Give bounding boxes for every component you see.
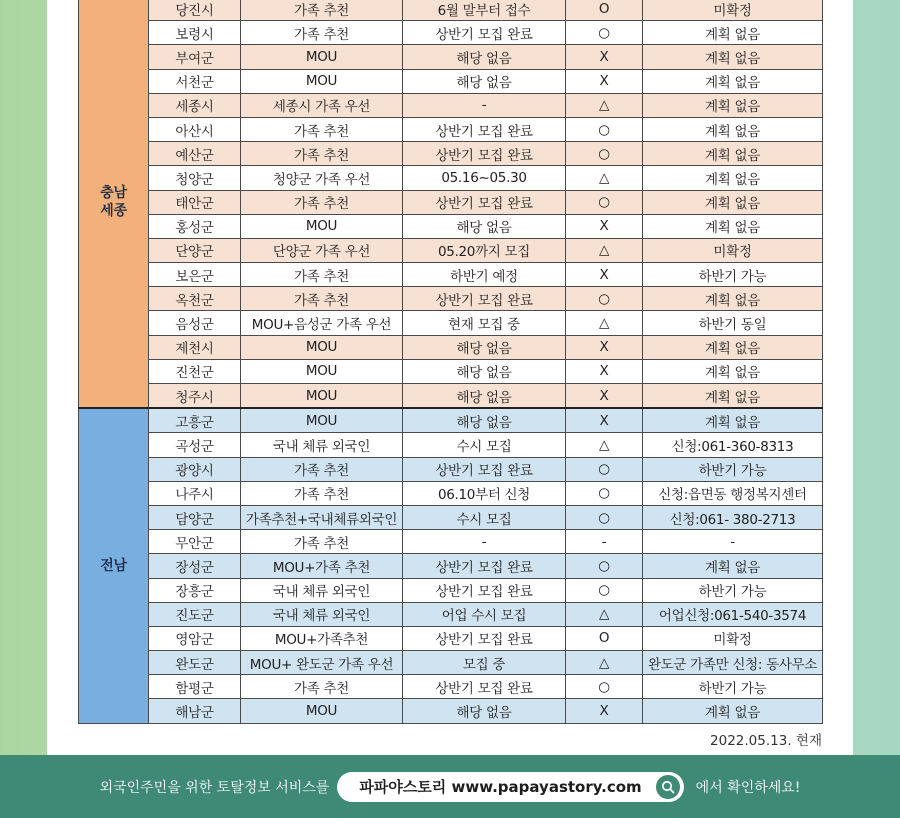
plan-cell: 신청:061- 380-2713 [643, 505, 823, 529]
city-cell: 해남군 [149, 699, 241, 723]
city-cell: 예산군 [149, 142, 241, 166]
status-cell: ○ [566, 481, 643, 505]
schedule-cell: 해당 없음 [403, 408, 566, 433]
type-cell: 가족추천+국내체류외국인 [241, 505, 403, 529]
plan-cell: 완도군 가족만 신청: 동사무소 [643, 651, 823, 675]
schedule-cell: 상반기 모집 완료 [403, 457, 566, 481]
region-cell: 충남 세종 [79, 0, 149, 408]
type-cell: MOU [241, 408, 403, 433]
city-cell: 보은군 [149, 263, 241, 287]
table-row [79, 335, 823, 359]
schedule-cell: 해당 없음 [403, 335, 566, 359]
city-cell: 음성군 [149, 311, 241, 335]
footer-suffix: 에서 확인하세요! [695, 779, 801, 796]
city-cell: 당진시 [149, 0, 241, 21]
city-cell: 담양군 [149, 505, 241, 529]
schedule-cell: 현재 모집 중 [403, 311, 566, 335]
type-cell: 가족 추천 [241, 457, 403, 481]
type-cell: 가족 추천 [241, 117, 403, 141]
schedule-cell: 해당 없음 [403, 69, 566, 93]
type-cell: 가족 추천 [241, 530, 403, 554]
schedule-cell: 상반기 모집 완료 [403, 287, 566, 311]
city-cell: 함평군 [149, 675, 241, 699]
city-cell: 광양시 [149, 457, 241, 481]
table-row [79, 190, 823, 214]
schedule-cell: 어업 수시 모집 [403, 602, 566, 626]
table-row [79, 311, 823, 335]
table-row [79, 408, 823, 433]
table-row [79, 481, 823, 505]
plan-cell: 미확정 [643, 0, 823, 21]
status-cell: △ [566, 433, 643, 457]
status-cell: ○ [566, 287, 643, 311]
status-cell: △ [566, 93, 643, 117]
schedule-cell: - [403, 530, 566, 554]
status-cell: X [566, 699, 643, 723]
table-row [79, 505, 823, 529]
status-cell: △ [566, 651, 643, 675]
schedule-cell: 해당 없음 [403, 699, 566, 723]
plan-cell: 하반기 가능 [643, 578, 823, 602]
type-cell: 국내 체류 외국인 [241, 578, 403, 602]
city-cell: 청양군 [149, 166, 241, 190]
city-cell: 영암군 [149, 626, 241, 650]
plan-cell: 계획 없음 [643, 69, 823, 93]
status-cell: △ [566, 238, 643, 262]
status-cell: X [566, 384, 643, 409]
city-cell: 장흥군 [149, 578, 241, 602]
schedule-cell: 수시 모집 [403, 433, 566, 457]
table-row [79, 117, 823, 141]
city-cell: 아산시 [149, 117, 241, 141]
city-cell: 단양군 [149, 238, 241, 262]
plan-cell: 미확정 [643, 626, 823, 650]
table-row [79, 675, 823, 699]
status-cell: ○ [566, 675, 643, 699]
city-cell: 옥천군 [149, 287, 241, 311]
status-cell: O [566, 626, 643, 650]
city-cell: 무안군 [149, 530, 241, 554]
status-cell: ○ [566, 21, 643, 45]
status-cell: O [566, 0, 643, 21]
city-cell: 고흥군 [149, 408, 241, 433]
table-row [79, 457, 823, 481]
footer-banner [0, 755, 900, 818]
status-cell: △ [566, 166, 643, 190]
status-cell: ○ [566, 505, 643, 529]
table-row [79, 384, 823, 409]
type-cell: 국내 체류 외국인 [241, 602, 403, 626]
city-cell: 곡성군 [149, 433, 241, 457]
type-cell: 세종시 가족 우선 [241, 93, 403, 117]
plan-cell: 계획 없음 [643, 335, 823, 359]
plan-cell: 신청:읍면동 행정복지센터 [643, 481, 823, 505]
type-cell: MOU [241, 45, 403, 69]
table-row [79, 69, 823, 93]
plan-cell: - [643, 530, 823, 554]
plan-cell: 계획 없음 [643, 287, 823, 311]
plan-cell: 계획 없음 [643, 699, 823, 723]
schedule-cell: 06.10부터 신청 [403, 481, 566, 505]
status-cell: △ [566, 602, 643, 626]
status-cell: - [566, 530, 643, 554]
type-cell: MOU [241, 214, 403, 238]
plan-cell: 계획 없음 [643, 93, 823, 117]
schedule-cell: 해당 없음 [403, 359, 566, 383]
schedule-cell: 05.16~05.30 [403, 166, 566, 190]
type-cell: MOU [241, 335, 403, 359]
schedule-cell: 상반기 모집 완료 [403, 117, 566, 141]
plan-cell: 계획 없음 [643, 166, 823, 190]
type-cell: MOU [241, 699, 403, 723]
table-row [79, 166, 823, 190]
type-cell: 가족 추천 [241, 0, 403, 21]
type-cell: MOU+가족추천 [241, 626, 403, 650]
table-row [79, 433, 823, 457]
schedule-cell: 하반기 예정 [403, 263, 566, 287]
city-cell: 서천군 [149, 69, 241, 93]
schedule-cell: 6월 말부터 접수 [403, 0, 566, 21]
plan-cell: 계획 없음 [643, 190, 823, 214]
schedule-cell: 상반기 모집 완료 [403, 675, 566, 699]
city-cell: 나주시 [149, 481, 241, 505]
schedule-cell: 상반기 모집 완료 [403, 142, 566, 166]
schedule-cell: 상반기 모집 완료 [403, 578, 566, 602]
status-cell: ○ [566, 117, 643, 141]
city-cell: 보령시 [149, 21, 241, 45]
plan-cell: 계획 없음 [643, 142, 823, 166]
table-row [79, 699, 823, 723]
footer-prefix: 외국인주민을 위한 토탈정보 서비스를 [99, 779, 330, 796]
city-cell: 진천군 [149, 359, 241, 383]
plan-cell: 계획 없음 [643, 408, 823, 433]
type-cell: MOU [241, 359, 403, 383]
status-cell: X [566, 69, 643, 93]
search-icon [656, 775, 680, 799]
schedule-cell: 상반기 모집 완료 [403, 554, 566, 578]
type-cell: 가족 추천 [241, 481, 403, 505]
schedule-cell: 해당 없음 [403, 214, 566, 238]
type-cell: 가족 추천 [241, 287, 403, 311]
status-cell: ○ [566, 554, 643, 578]
plan-cell: 계획 없음 [643, 214, 823, 238]
status-cell: ○ [566, 457, 643, 481]
plan-cell: 어업신청:061-540-3574 [643, 602, 823, 626]
schedule-cell: 해당 없음 [403, 384, 566, 409]
plan-cell: 계획 없음 [643, 359, 823, 383]
city-cell: 태안군 [149, 190, 241, 214]
type-cell: 단양군 가족 우선 [241, 238, 403, 262]
plan-cell: 계획 없음 [643, 21, 823, 45]
status-cell: X [566, 359, 643, 383]
table-row [79, 626, 823, 650]
schedule-cell: 상반기 모집 완료 [403, 21, 566, 45]
table-row [79, 21, 823, 45]
table-row [79, 263, 823, 287]
type-cell: 국내 체류 외국인 [241, 433, 403, 457]
status-cell: X [566, 214, 643, 238]
status-cell: X [566, 263, 643, 287]
schedule-cell: 상반기 모집 완료 [403, 190, 566, 214]
recruitment-table [78, 0, 823, 724]
table-row [79, 287, 823, 311]
table-row [79, 651, 823, 675]
type-cell: 청양군 가족 우선 [241, 166, 403, 190]
status-cell: X [566, 45, 643, 69]
status-cell: X [566, 408, 643, 433]
plan-cell: 계획 없음 [643, 554, 823, 578]
region-cell: 전남 [79, 408, 149, 723]
type-cell: 가족 추천 [241, 263, 403, 287]
table-row [79, 45, 823, 69]
plan-cell: 하반기 가능 [643, 675, 823, 699]
table-row [79, 238, 823, 262]
plan-cell: 미확정 [643, 238, 823, 262]
table-row [79, 142, 823, 166]
site-link-button[interactable] [337, 772, 683, 802]
site-link-label: 파파야스토리 www.papayastory.com [359, 778, 642, 796]
plan-cell: 하반기 가능 [643, 263, 823, 287]
plan-cell: 계획 없음 [643, 117, 823, 141]
schedule-cell: 모집 중 [403, 651, 566, 675]
city-cell: 장성군 [149, 554, 241, 578]
type-cell: 가족 추천 [241, 675, 403, 699]
plan-cell: 신청:061-360-8313 [643, 433, 823, 457]
city-cell: 완도군 [149, 651, 241, 675]
status-cell: ○ [566, 190, 643, 214]
type-cell: MOU+가족 추천 [241, 554, 403, 578]
city-cell: 제천시 [149, 335, 241, 359]
status-cell: ○ [566, 142, 643, 166]
schedule-cell: 상반기 모집 완료 [403, 626, 566, 650]
table-row [79, 359, 823, 383]
table-row [79, 578, 823, 602]
plan-cell: 계획 없음 [643, 45, 823, 69]
type-cell: MOU [241, 69, 403, 93]
table-row [79, 530, 823, 554]
status-cell: △ [566, 311, 643, 335]
type-cell: MOU [241, 384, 403, 409]
plan-cell: 하반기 동일 [643, 311, 823, 335]
type-cell: 가족 추천 [241, 142, 403, 166]
table-row [79, 93, 823, 117]
schedule-cell: 해당 없음 [403, 45, 566, 69]
schedule-cell: 수시 모집 [403, 505, 566, 529]
status-cell: X [566, 335, 643, 359]
status-cell: ○ [566, 578, 643, 602]
city-cell: 청주시 [149, 384, 241, 409]
date-note: 2022.05.13. 현재 [710, 733, 822, 749]
plan-cell: 계획 없음 [643, 384, 823, 409]
type-cell: 가족 추천 [241, 21, 403, 45]
table-row [79, 214, 823, 238]
schedule-cell: - [403, 93, 566, 117]
table-row [79, 554, 823, 578]
type-cell: 가족 추천 [241, 190, 403, 214]
plan-cell: 하반기 가능 [643, 457, 823, 481]
type-cell: MOU+ 완도군 가족 우선 [241, 651, 403, 675]
type-cell: MOU+음성군 가족 우선 [241, 311, 403, 335]
city-cell: 홍성군 [149, 214, 241, 238]
city-cell: 세종시 [149, 93, 241, 117]
city-cell: 부여군 [149, 45, 241, 69]
schedule-cell: 05.20까지 모집 [403, 238, 566, 262]
table-row [79, 602, 823, 626]
city-cell: 진도군 [149, 602, 241, 626]
table-row [79, 0, 823, 21]
